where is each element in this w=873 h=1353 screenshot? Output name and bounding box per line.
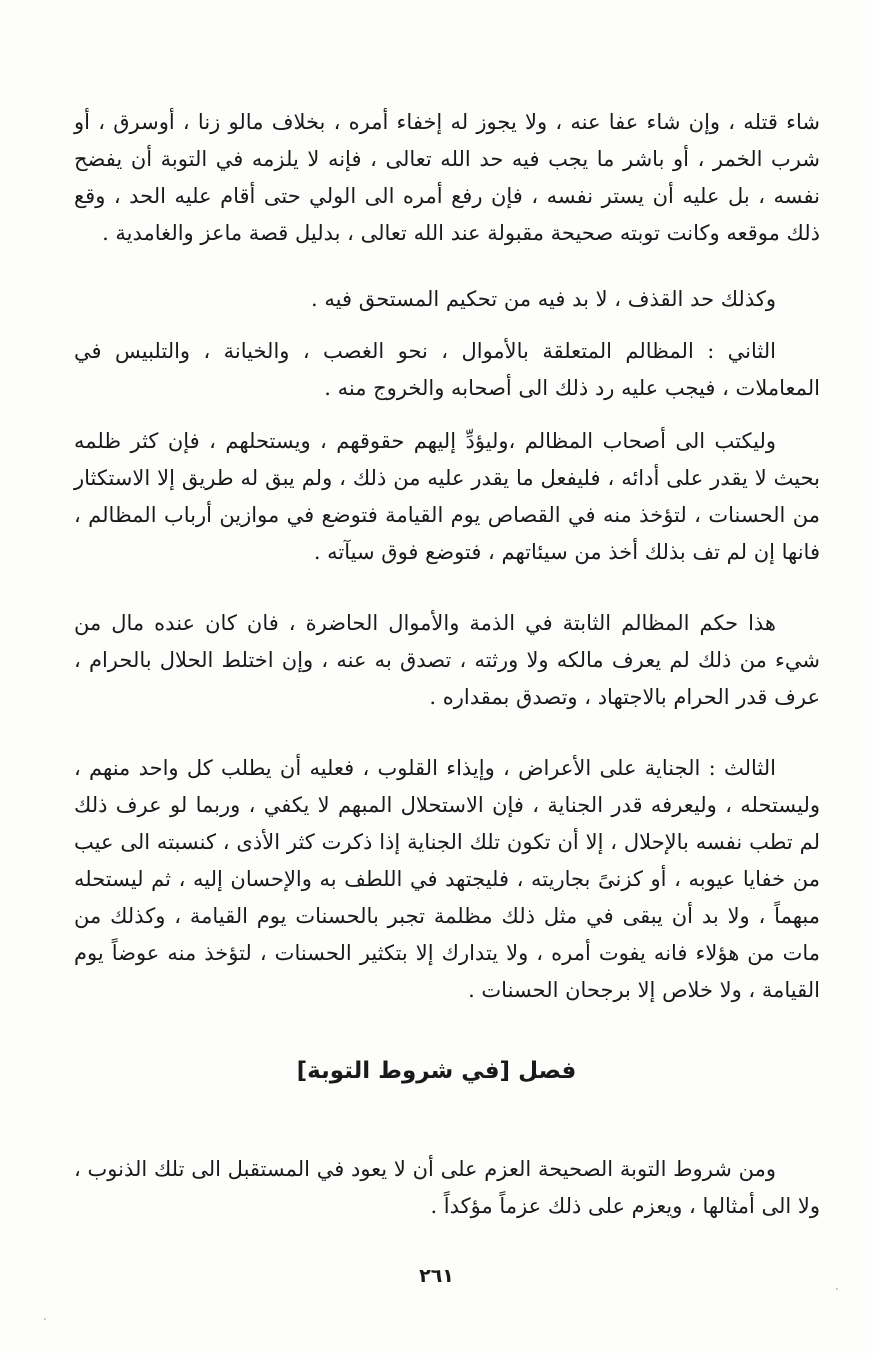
paragraph-second-wealth-injustices: الثاني : المظالم المتعلقة بالأموال ، نحو الغصب ، والخيانة ، والتلبيس في المعاملات ، فيجب عليه رد ذلك الى أصحابه والخروج منه . [74,339,820,400]
scan-speck [836,1288,838,1290]
paragraph-repentance-conditions: ومن شروط التوبة الصحيحة العزم على أن لا يعود في المستقبل الى تلك الذنوب ، ولا الى أمثالها ، ويعزم على ذلك عزماً مؤكداً . [74,1157,820,1218]
section-heading: فصل [في شروط التوبة] [296,1058,577,1084]
scan-speck [44,1318,46,1320]
page-number: ٢٦١ [419,1265,454,1287]
paragraph-qadhf: وكذلك حد القذف ، لا بد فيه من تحكيم المستحق فيه . [311,287,776,311]
paragraph-hadd-repentance: شاء قتله ، وإن شاء عفا عنه ، ولا يجوز له إخفاء أمره ، بخلاف مالو زنا ، أوسرق ، أو شرب الخمر ، أو باشر ما يجب فيه حد الله تعالى ، فإنه لا يلزمه في التوبة أن يفضح نفسه ، بل عليه أن يستر نفسه ، فإن رفع أمره الى الولي حتى أقام عليه الحد ، وقع ذلك موقعه وكانت توبته صحيحة مقبولة عند الله تعالى ، بدليل قصة ماعز والغامدية . [74,110,820,245]
paragraph-unknown-owner: هذا حكم المظالم الثابتة في الذمة والأموال الحاضرة ، فان كان عنده مال من شيء من ذلك لم يعرف مالكه ولا ورثته ، تصدق به عنه ، وإن اختلط الحلال بالحرام ، عرف قدر الحرام بالاجتهاد ، وتصدق بمقداره . [74,611,820,709]
paragraph-third-honor-offenses: الثالث : الجناية على الأعراض ، وإيذاء القلوب ، فعليه أن يطلب كل واحد منهم ، وليستحله ، وليعرفه قدر الجناية ، فإن الاستحلال المبهم لا يكفي ، وربما لو عرف ذلك لم تطب نفسه بالإحلال ، إلا أن تكون تلك الجناية إذا ذكرت كثر الأذى ، كنسبته الى عيب من خفايا عيوبه ، أو كزنىً بجاريته ، فليجتهد في اللطف به والإحسان إليه ، ثم ليستحله مبهماً ، ولا بد أن يبقى في مثل ذلك مظلمة تجبر بالحسنات يوم القيامة ، وكذلك من مات من هؤلاء فانه يفوت أمره ، ولا يتدارك إلا بتكثير الحسنات ، لتؤخذ منه عوضاً يوم القيامة ، ولا خلاص إلا برجحان الحسنات . [74,756,820,1002]
paragraph-restitution: وليكتب الى أصحاب المظالم ،وليؤدِّ إليهم حقوقهم ، ويستحلهم ، فإن كثر ظلمه بحيث لا يقدر على أدائه ، فليفعل ما يقدر عليه من ذلك ، ولم يبق له طريق إلا الاستكثار من الحسنات ، لتؤخذ منه في القصاص يوم القيامة فتوضع في موازين أرباب المظالم ، فانها إن لم تف بذلك أخذ من سيئاتهم ، فتوضع فوق سيآته . [74,429,820,564]
